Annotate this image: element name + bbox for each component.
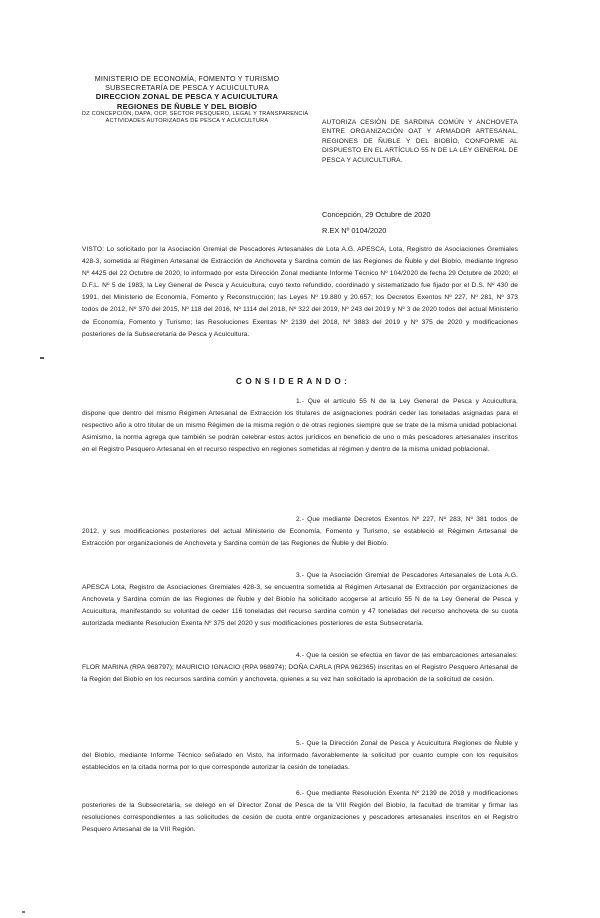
considerando-paragraph-4: 4.- Que la cesión se efectúa en favor de las embarcaciones artesanales: FLOR MARINA (RPA 968797); MAURICIO IGNACIO (RPA 968974); DOÑA CARLA (RPA 962365) inscritas en el Registro Pesquero Artesanal de la Región del Biobío en los recursos sardina común y anchoveta, quienes a su vez han solicitado la aprobación de la solicitud de cesión. [82,652,518,684]
ministry-line: MINISTERIO DE ECONOMÍA, FOMENTO Y TURISMO [94,74,280,83]
resolution-reference: AUTORIZA CESIÓN DE SARDINA COMÚN Y ANCHOVETA ENTRE ORGANIZACIÓN OAT Y ARMADOR ARTESANAL, REGIONES DE ÑUBLE Y DEL BIOBÍO, CONFORME AL DISPUESTO EN EL ARTÍCULO 55 N DE LA LEY GENERAL DE PESCA Y ACUICULTURA. [322,119,518,164]
subsecretariat-line: SUBSECRETARÍA DE PESCA Y ACUICULTURA [105,83,269,93]
considerando-paragraph-3: 3.- Que la Asociación Gremial de Pescadores Artesanales de Lota A.G. APESCA Lota, Registro de Asociaciones Gremiales 428-3, se encuentra sometida al Régimen Artesanal de Extracción por organizaciones de Anchoveta y Sardina común de las Regiones de Ñuble y del Biobío ha solicitado acogerse al artículo 55 N de la Ley General de Pesca y Acuicultura, manifestando su voluntad de ceder 116 toneladas del recurso sardina común y 47 toneladas del recurso anchoveta de su cuota autorizada mediante Resolución Exenta Nº 375 del 2020 y sus modificaciones posteriores de esta Subsecretaría. [82,572,518,628]
office-codes-line: DZ CONCEPCIÓN, DAPA, OCP, SECTOR PESQUERO, LEGAL Y TRANSPARENCIA [82,110,309,117]
resolution-number: R.EX Nº 0104/2020 [322,226,387,235]
zonal-direction-line: DIRECCION ZONAL DE PESCA Y ACUICULTURA [95,92,279,102]
considerando-paragraph-1: 1.- Que el artículo 55 N de la Ley General de Pesca y Acuicultura, dispone que dentro del mismo Régimen Artesanal de Extracción los titulares de asignaciones podrán ceder las toneladas asignadas para el respectivo año a otro titular de un mismo Régimen de la misma región o de otras regiones siempre que se trate de la misma unidad poblacional. Asimismo, la norma agrega que también se podrán celebrar estos actos jurídicos en beneficio de uno o más pescadores artesanales inscritos en el Registro Pesquero Artesanal en el recurso respectivo en regiones sometidas al régimen y dentro de la misma unidad poblacional. [82,398,518,454]
regions-line: REGIONES DE ÑUBLE Y DEL BIOBÍO [116,101,258,111]
considerando-paragraph-5: 5.- Que la Dirección Zonal de Pesca y Acuicultura Regiones de Ñuble y del Biobío, mediante Informe Técnico señalado en Visto, ha informado favorablemente la solicitud por cuanto cumple con los requisitos establecidos en la citada norma por lo que corresponde autorizar la cesión de toneladas. [82,740,518,772]
office-codes-line-2: ACTIVIDADES AUTORIZADAS DE PESCA Y ACUICULTURA [105,118,269,125]
margin-mark [40,357,44,359]
considerando-heading: CONSIDERANDO: [236,377,351,386]
margin-mark-bottom [22,911,25,913]
resolution-date: Concepción, 29 Octubre de 2020 [322,210,431,219]
visto-paragraph: VISTO: Lo solicitado por la Asociación Gremial de Pescadores Artesanales de Lota A.G. APESCA, Lota, Registro de Asociaciones Gremiales 428-3, sometida al Régimen Artesanal de Extracción de Anchoveta y Sardina común de las Regiones de Ñuble y del Biobío, mediante Ingreso Nº 4425 del 22 Octubre de 2020, lo informado por esta Dirección Zonal mediante Informe Técnico Nº 104/2020 de fecha 29 Octubre de 2020; el D.F.L. Nº 5 de 1983, la Ley General de Pesca y Acuicultura, cuyo texto refundido, coordinado y sistematizado fue fijado por el D.S. Nº 430 de 1991, del Ministerio de Economía, Fomento y Reconstrucción; las Leyes Nº 19.880 y 20.657; los Decretos Exentos Nº 227, Nº 281, Nº 373 todos de 2012, Nº 370 del 2015, Nº 118 del 2016, Nº 1114 del 2018, Nº 322 del 2019, Nº 243 del 2019 y Nº 3 de 2020 todos del actual Ministerio de Economía, Fomento y Turismo; las Resoluciones Exentas Nº 2139 del 2018, Nº 3883 del 2019 y Nº 375 de 2020 y modificaciones posteriores de la Subsecretaría de Pesca y Acuicultura. [82,246,518,338]
considerando-paragraph-2: 2.- Que mediante Decretos Exentos Nº 227, Nº 283, Nº 381 todos de 2012, y sus modificaciones posteriores del actual Ministerio de Economía, Fomento y Turismo, se estableció el Régimen Artesanal de Extracción por organizaciones de Anchoveta y Sardina común de las Regiones de Ñuble y del Biobío. [82,516,518,548]
letterhead [82,74,309,126]
considerando-paragraph-6: 6.- Que mediante Resolución Exenta Nº 2139 de 2018 y modificaciones posteriores de la Subsecretaría, se delegó en el Director Zonal de Pesca de la VIII Región del Biobío, la facultad de tramitar y firmar las resoluciones correspondientes a las solicitudes de cesión de cuota entre organizaciones y pescadores artesanales inscritos en el Registro Pesquero Artesanal de la VIII Región. [82,790,518,834]
